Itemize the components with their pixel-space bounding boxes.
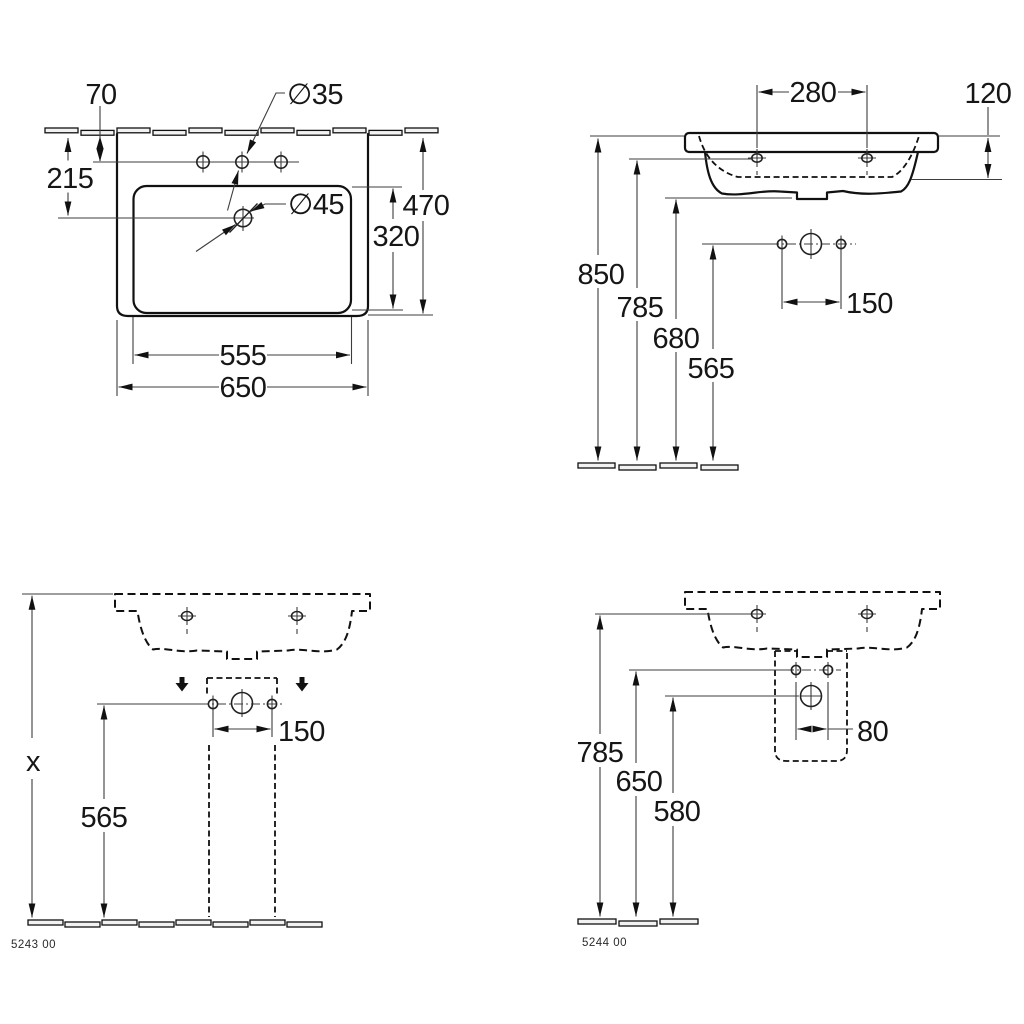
dim-label-680: 680 bbox=[652, 323, 700, 355]
dim-label-80: 80 bbox=[857, 716, 889, 748]
down-arrow-icon bbox=[296, 677, 309, 692]
dim-label-120: 120 bbox=[964, 78, 1012, 110]
basin-hidden-outline bbox=[115, 594, 370, 659]
drain-fitting bbox=[702, 229, 856, 259]
dimension-70 bbox=[85, 79, 116, 162]
dim-label-215: 215 bbox=[46, 163, 94, 195]
dimension-680 bbox=[653, 198, 792, 461]
dim-label-150: 150 bbox=[278, 716, 325, 748]
pedestal-hidden-outline bbox=[209, 745, 275, 917]
mounting-holes-semi bbox=[748, 605, 876, 632]
dim-label-580: 580 bbox=[653, 796, 701, 828]
floor-section-wall bbox=[578, 463, 738, 470]
dim-label-850: 850 bbox=[577, 259, 625, 291]
dim-label-785: 785 bbox=[616, 292, 664, 324]
dim-label-565: 565 bbox=[80, 802, 128, 834]
basin-front-outline bbox=[685, 133, 938, 199]
dimension-565-wall bbox=[688, 246, 735, 461]
dim-label-dia35: ∅35 bbox=[287, 79, 344, 111]
dim-label-150: 150 bbox=[846, 288, 893, 320]
dim-label-280: 280 bbox=[789, 77, 837, 109]
drain-hole bbox=[58, 204, 258, 233]
dimension-650-semi bbox=[616, 672, 663, 917]
dim-label-70: 70 bbox=[85, 79, 117, 111]
model-number-5243: 5243 00 bbox=[11, 939, 57, 951]
dimension-120 bbox=[911, 78, 1011, 180]
dim-label-dia45: ∅45 bbox=[288, 189, 345, 221]
floor-section-semi bbox=[578, 919, 698, 926]
top-view bbox=[45, 79, 449, 404]
down-arrow-icon bbox=[176, 677, 189, 692]
model-number-5244: 5244 00 bbox=[582, 937, 628, 949]
dimension-150-wall bbox=[782, 252, 893, 320]
dimension-280 bbox=[759, 77, 866, 109]
floor-section-pedestal bbox=[28, 920, 322, 927]
dimension-150-pedestal bbox=[213, 712, 325, 748]
dim-label-650: 650 bbox=[615, 766, 663, 798]
callout-diameter-45 bbox=[196, 189, 344, 252]
dim-label-x: x bbox=[26, 746, 40, 778]
faucet-holes bbox=[93, 152, 299, 173]
front-view-wall-mounted bbox=[578, 77, 1012, 470]
dim-label-650: 650 bbox=[219, 372, 267, 404]
double-arrow-diamond bbox=[96, 137, 103, 162]
front-view-with-semi-pedestal bbox=[577, 592, 940, 949]
dimension-785-wall bbox=[617, 159, 752, 461]
dim-label-565: 565 bbox=[687, 353, 735, 385]
dimension-215 bbox=[47, 138, 94, 216]
dim-label-470: 470 bbox=[402, 190, 450, 222]
wall-section bbox=[45, 128, 438, 135]
dim-label-555: 555 bbox=[219, 340, 267, 372]
drain-fitting-pedestal bbox=[97, 689, 285, 717]
drain-fitting-semi bbox=[595, 614, 841, 710]
mounting-holes-pedestal bbox=[178, 607, 306, 634]
dimension-x bbox=[22, 594, 113, 918]
basin-hidden-outline bbox=[685, 592, 940, 657]
dimension-580 bbox=[654, 698, 701, 917]
dimension-555 bbox=[133, 317, 352, 372]
basin-rim bbox=[685, 133, 938, 152]
dim-label-785: 785 bbox=[576, 737, 624, 769]
dimension-80 bbox=[796, 682, 888, 748]
front-view-with-pedestal bbox=[11, 594, 370, 951]
dimension-565-pedestal bbox=[81, 706, 128, 918]
dim-label-320: 320 bbox=[372, 221, 420, 253]
